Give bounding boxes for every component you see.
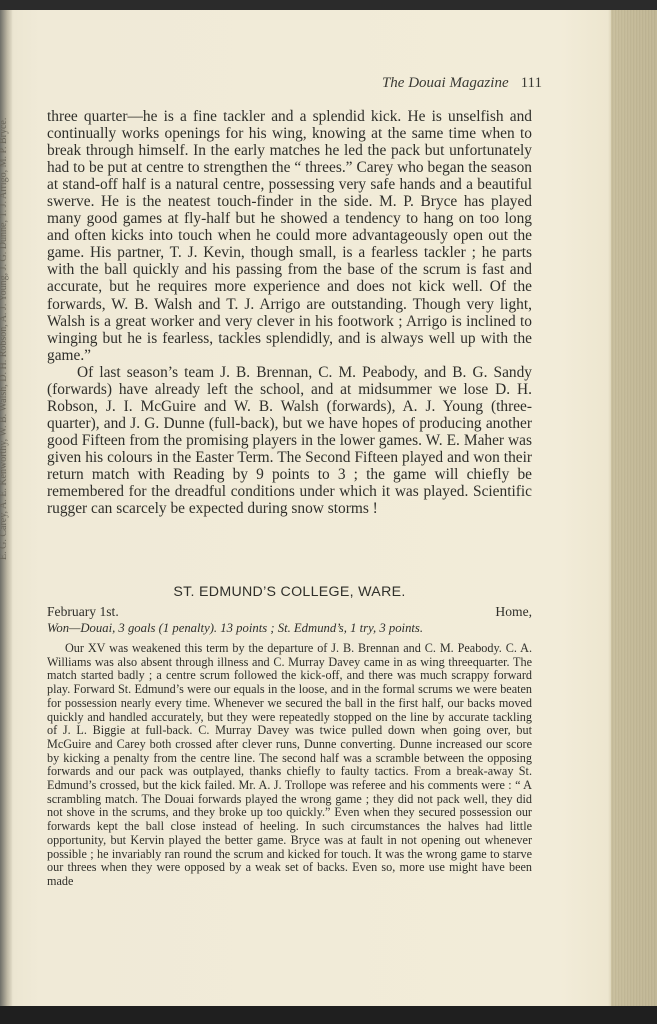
match-date: February 1st. [47,604,119,619]
page-edges [611,10,657,1006]
result-score: —Douai, 3 goals (1 penalty). 13 points ; St. Edmund’s, 1 try, 3 points. [69,621,424,635]
running-header [330,75,542,92]
magazine-title: The Douai Magazine [381,75,509,91]
match-result [47,620,532,636]
match-date-line [47,604,532,620]
result-won: Won [47,621,70,635]
paragraph-2: Of last season’s team J. B. Brennan, C. M. Peabody, and B. G. Sandy (forwards) have already left the school, and at midsummer we lose D. H. Robson, J. I. McGuire and W. B. Walsh (forwards), A. J. Young (three- quarter), and J. G. Dunne (full-back), but we have hopes of producing another good Fifteen from the promising players in the lower games. W. E. Maher was given his colours in the Easter Term. The Second Fifteen played and won their return match with Reading by 9 points to 3 ; the game will chiefly be remembered for the dreadful conditions under which it was played. Scientific rugger can scarcely be expected during snow storms ! [47,363,532,518]
scan-border-bottom [0,1006,657,1024]
match-report-text: Our XV was weakened this term by the departure of J. B. Brennan and C. M. Peabody. C. A. Williams was also absent through illness and C. Murray Davey came in as wing threequarter. The match started badly ; a centre scrum followed the kick-off, and there was much scrappy forward play. Forward St. Edmund’s were our equals in the loose, and in the formal scrums we were beaten for possession nearly every time. Whenever we secured the ball in the first half, our backs moved quickly and handled accurately, but they were repeatedly stopped on the line by accurate tackling of J. L. Biggie at full-back. C. Murray Davey was twice pulled down when going over, but McGuire and Carey both crossed after clever runs, Dunne converting. Dunne increased our score by kicking a penalty from the centre line. The second half was a scramble between the opposing forwards and our pack was outplayed, thanks chiefly to faulty tactics. From a break-away St. Edmund’s crossed, but the kick failed. Mr. A. J. Trollope was referee and his comments were : “ A scrambling match. The Douai forwards played the wrong game ; they did not pack well, they did not shove in the scrums, and they broke up too quickly.” Even when they secured possession our forwards kept the ball close instead of heeling. In such circumstances the halves had little opportunity, but Kervin played the better game. Bryce was at fault in not opening out whenever possible ; he invariably ran round the scrum and kicked for touch. It was the wrong game to starve our threes when they were opposed by a weak set of backs. Even so, more use might have been made [47,641,532,888]
page-number: 111 [520,75,542,91]
match-venue: Home, [495,604,532,619]
section-heading: ST. EDMUND’S COLLEGE, WARE. [173,584,406,600]
scan-border-top [0,0,657,10]
paragraph-1: three quarter—he is a fine tackler and a splendid kick. He is unselfish and continually works openings for his wing, knowing at the same time when to break through himself. In the early matches he led the pack but unfortunately had to be put at centre to strengthen the “ threes.” Carey who began the season at stand-off half is a natural centre, possessing very safe hands and a beautiful swerve. He is the neatest touch-finder in the side. M. P. Bryce has played many good games at fly-half but he showed a tendency to hang on too long and often kicks into touch when he could more advantageously open out the game. His partner, T. J. Kevin, though small, is a fearless tackler ; he parts with the ball quickly and his passing from the base of the scrum is fast and accurate, but he requires more experience and does not kick well. Of the forwards, W. B. Walsh and T. J. Arrigo are outstanding. Though very light, Walsh is a great worker and very clever in his footwork ; Arrigo is inclined to winging but he is fearless, tackles splendidly, and is always well up with the game.” [47,108,532,364]
article-body [47,108,532,517]
match-report-section [47,584,532,889]
